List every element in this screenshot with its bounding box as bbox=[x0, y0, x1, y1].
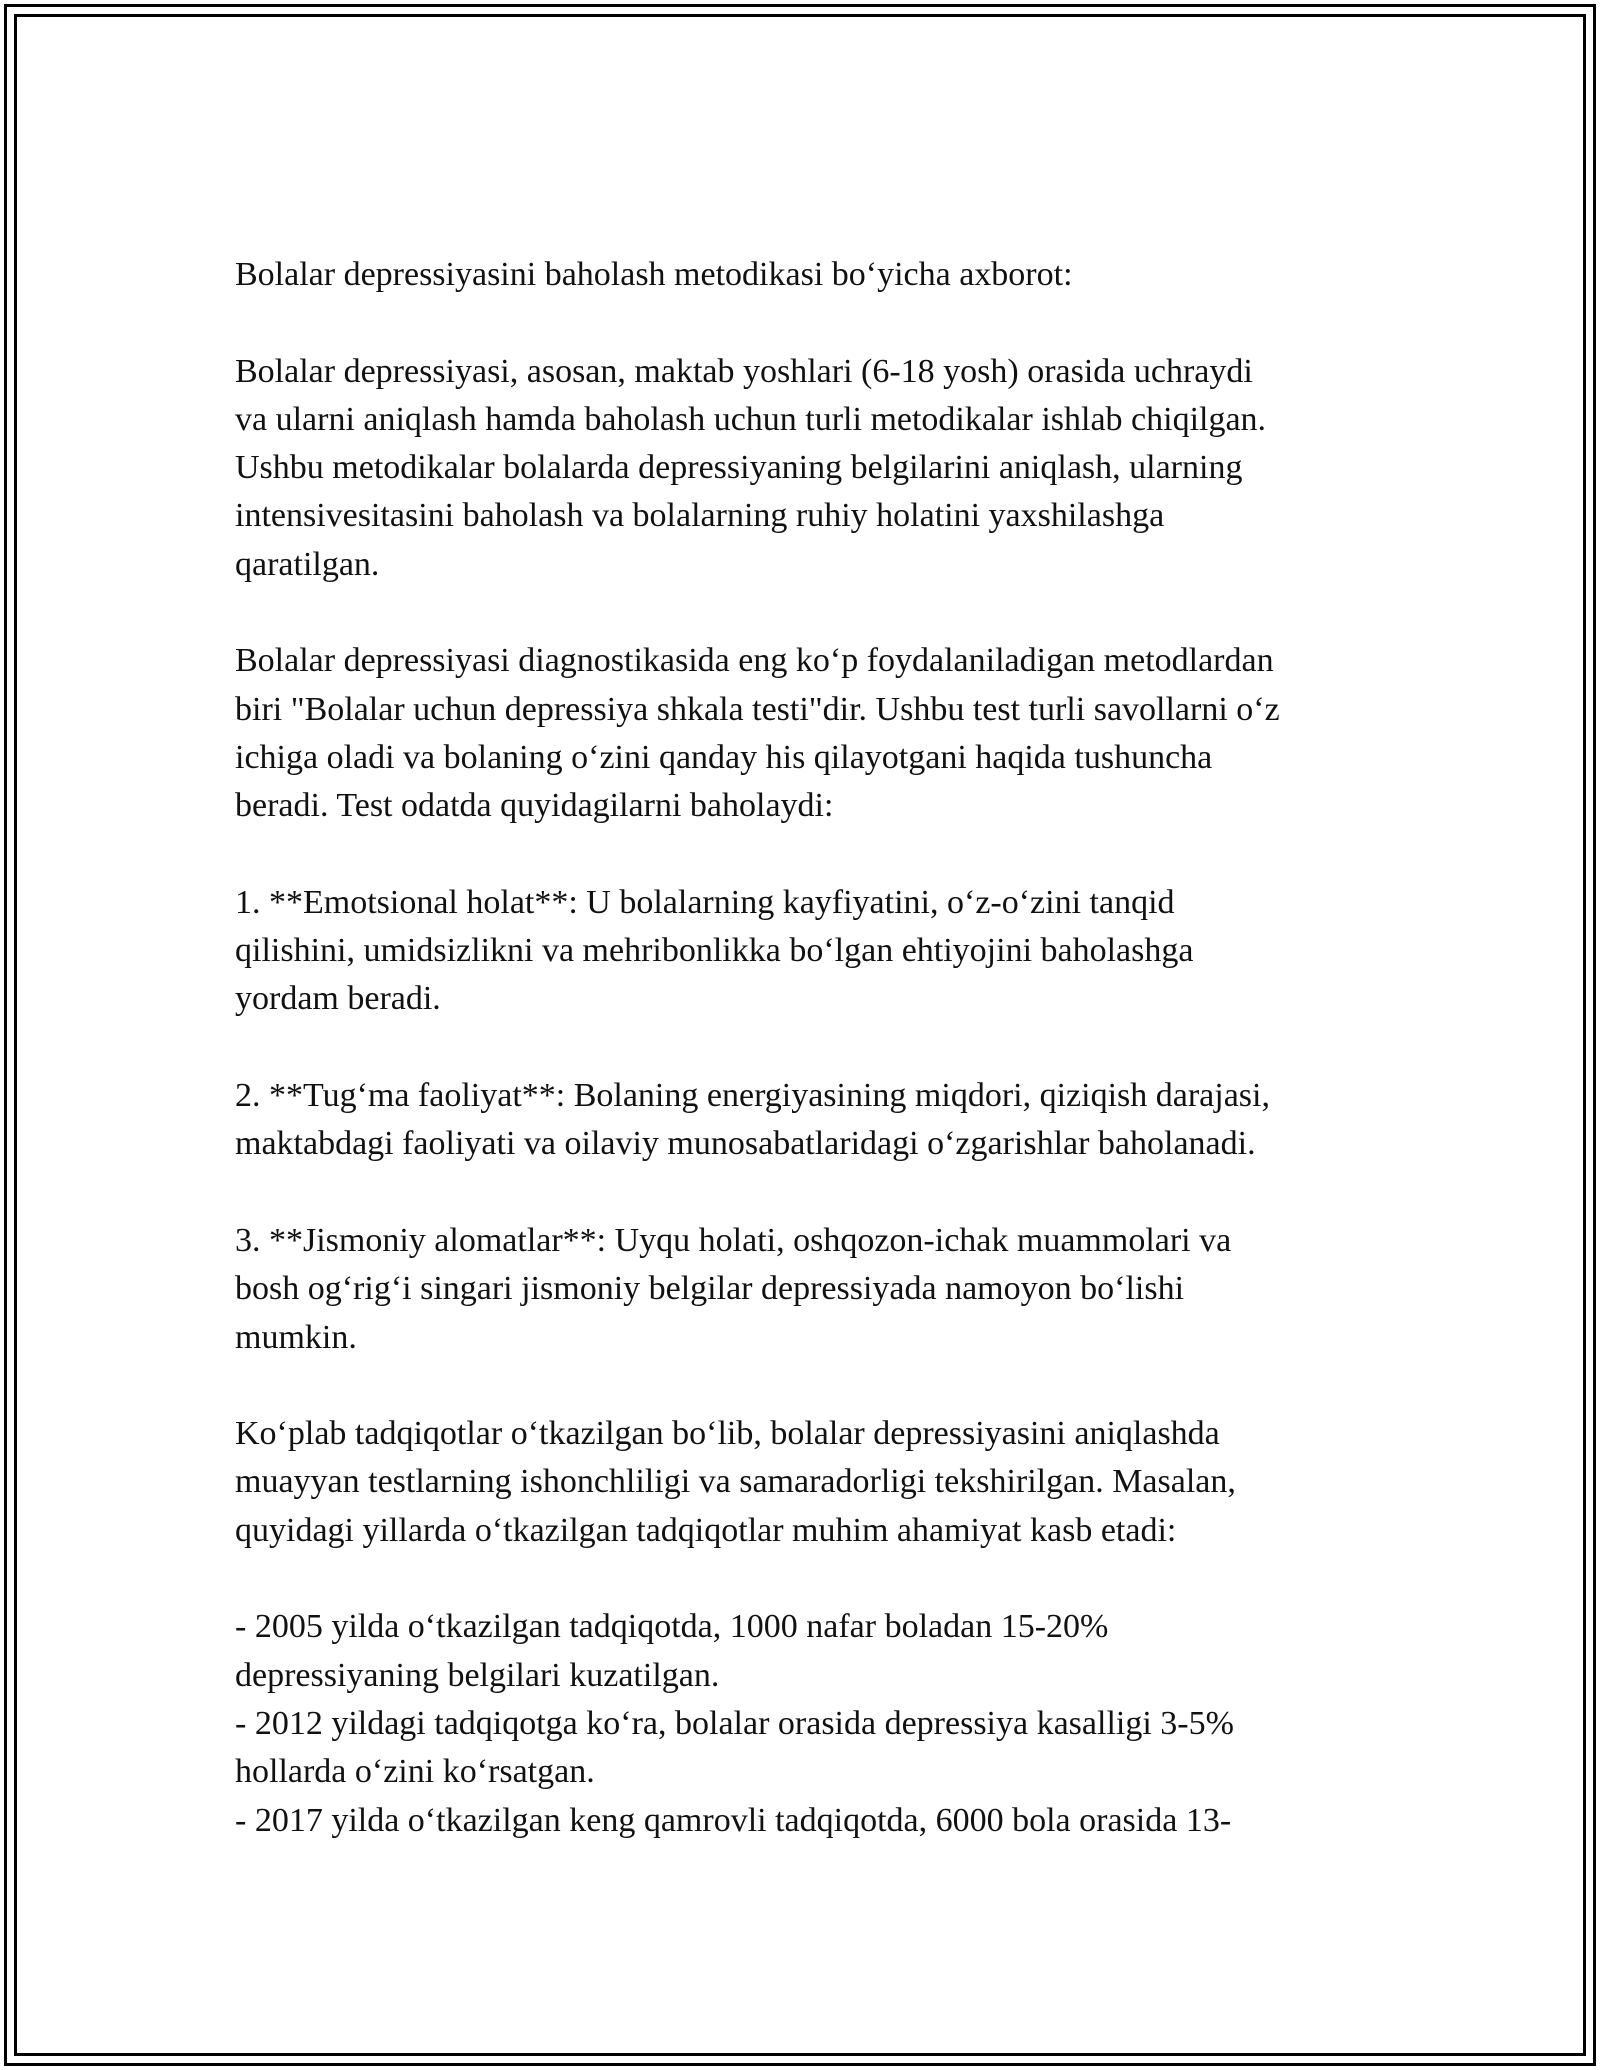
findings-list bbox=[235, 1603, 1385, 1844]
intro-paragraph bbox=[235, 348, 1385, 589]
research-line: quyidagi yillarda o‘tkazilgan tadqiqotlar muhim ahamiyat kasb etadi: bbox=[235, 1511, 1177, 1549]
document-heading-paragraph bbox=[235, 251, 1385, 299]
finding-line: depressiyaning belgilari kuzatilgan. bbox=[235, 1656, 720, 1694]
list-item-line: maktabdagi faoliyati va oilaviy munosabatlaridagi o‘zgarishlar baholanadi. bbox=[235, 1125, 1256, 1163]
intro-line: intensivesitasini baholash va bolalarning ruhiy holatini yaxshilashga bbox=[235, 497, 1165, 535]
list-item-line: 2. **Tug‘ma faoliyat**: Bolaning energiyasining miqdori, qiziqish darajasi, bbox=[235, 1077, 1270, 1115]
list-item-line: 3. **Jismoniy alomatlar**: Uyqu holati, oshqozon-ichak muammolari va bbox=[235, 1221, 1232, 1259]
research-paragraph bbox=[235, 1410, 1385, 1555]
diagnostics-paragraph bbox=[235, 637, 1385, 830]
intro-line: va ularni aniqlash hamda baholash uchun turli metodikalar ishlab chiqilgan. bbox=[235, 400, 1267, 438]
list-item-innate-activity bbox=[235, 1072, 1385, 1169]
diagnostics-line: Bolalar depressiyasi diagnostikasida eng ko‘p foydalaniladigan metodlardan bbox=[235, 642, 1274, 680]
intro-line: qaratilgan. bbox=[235, 545, 380, 583]
list-item-line: mumkin. bbox=[235, 1318, 357, 1356]
finding-line: - 2017 yilda o‘tkazilgan keng qamrovli tadqiqotda, 6000 bola orasida 13- bbox=[235, 1801, 1232, 1839]
document-heading: Bolalar depressiyasini baholash metodikasi bo‘yicha axborot: bbox=[235, 256, 1073, 293]
research-line: muayyan testlarning ishonchliligi va samaradorligi tekshirilgan. Masalan, bbox=[235, 1463, 1236, 1501]
list-item-line: yordam beradi. bbox=[235, 980, 441, 1018]
diagnostics-line: beradi. Test odatda quyidagilarni baholaydi: bbox=[235, 787, 834, 825]
intro-line: Ushbu metodikalar bolalarda depressiyaning belgilarini aniqlash, ularning bbox=[235, 449, 1243, 487]
diagnostics-line: ichiga oladi va bolaning o‘zini qanday his qilayotgani haqida tushuncha bbox=[235, 738, 1213, 776]
research-line: Ko‘plab tadqiqotlar o‘tkazilgan bo‘lib, bolalar depressiyasini aniqlashda bbox=[235, 1415, 1220, 1453]
finding-line: - 2005 yilda o‘tkazilgan tadqiqotda, 1000 nafar boladan 15-20% bbox=[235, 1608, 1109, 1646]
intro-line: Bolalar depressiyasi, asosan, maktab yoshlari (6-18 yosh) orasida uchraydi bbox=[235, 352, 1253, 390]
finding-line: hollarda o‘zini ko‘rsatgan. bbox=[235, 1753, 595, 1791]
document-body bbox=[235, 251, 1385, 1845]
list-item-line: qilishini, umidsizlikni va mehribonlikka bo‘lgan ehtiyojini baholashga bbox=[235, 932, 1194, 970]
list-item-line: 1. **Emotsional holat**: U bolalarning kayfiyatini, o‘z-o‘zini tanqid bbox=[235, 883, 1175, 921]
list-item-emotional-state bbox=[235, 879, 1385, 1024]
list-item-line: bosh og‘rig‘i singari jismoniy belgilar depressiyada namoyon bo‘lishi bbox=[235, 1270, 1185, 1308]
list-item-physical-symptoms bbox=[235, 1217, 1385, 1362]
finding-line: - 2012 yildagi tadqiqotga ko‘ra, bolalar orasida depressiya kasalligi 3-5% bbox=[235, 1704, 1234, 1742]
diagnostics-line: biri "Bolalar uchun depressiya shkala testi"dir. Ushbu test turli savollarni o‘z bbox=[235, 690, 1280, 728]
